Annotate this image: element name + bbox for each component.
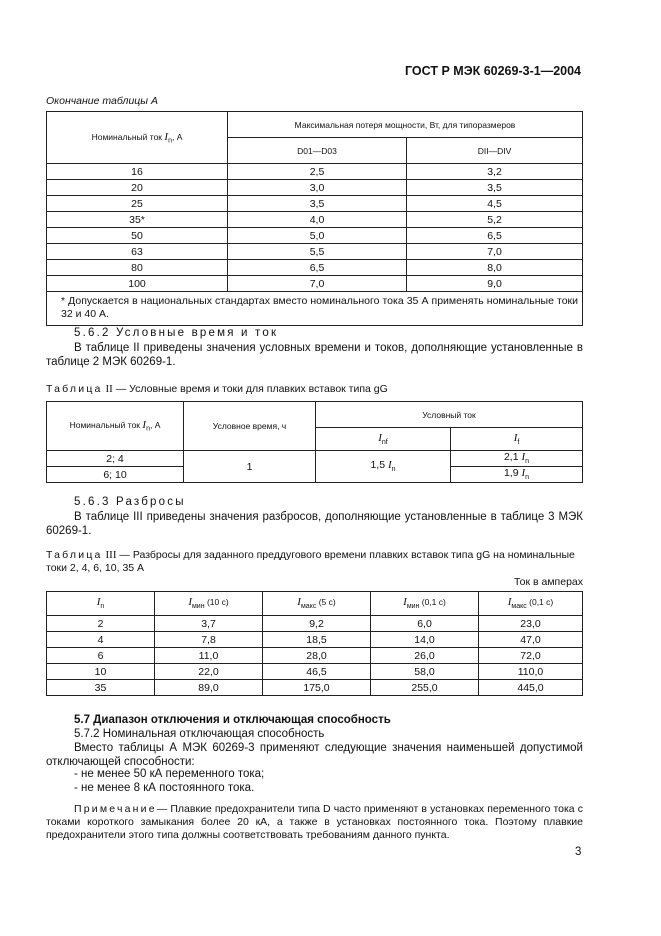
cell: 7,8 (155, 632, 263, 648)
cell: 50 (47, 228, 228, 244)
table-row (47, 648, 583, 664)
table-a-footnote: * Допускается в национальных стандартах вместо номинального тока 35 А применять номинальные токи 32 и 40 А. (47, 292, 583, 326)
cell: 5,5 (228, 244, 407, 260)
cell: 4 (47, 632, 155, 648)
cell: 72,0 (479, 648, 583, 664)
list-item: - не менее 8 кА постоянного тока. (74, 782, 255, 794)
table-a-col-current: Номинальный ток $I_n$, А (47, 112, 228, 164)
cell: 18,5 (263, 632, 371, 648)
section-5-7-2-heading: 5.7.2 Номинальная отключающая способность (74, 728, 325, 740)
table-row (47, 212, 583, 228)
cell: 2,5 (228, 164, 407, 180)
table-a (46, 111, 583, 326)
table-row (47, 276, 583, 292)
cell: 100 (47, 276, 228, 292)
table-a-col-group: Максимальная потеря мощности, Вт, для типоразмеров (228, 112, 583, 138)
cell: 110,0 (479, 664, 583, 680)
table-row (47, 180, 583, 196)
section-5-6-3-heading: 5.6.3 Разбросы (74, 496, 186, 508)
cell: 3,0 (228, 180, 407, 196)
table-row (47, 451, 583, 467)
table-ii (46, 401, 583, 483)
cell: 4,0 (228, 212, 407, 228)
cell: 16 (47, 164, 228, 180)
cell: 3,5 (407, 180, 583, 196)
table-row (47, 616, 583, 632)
header-cell: $I_{макс}$ (0,1 с) (479, 592, 583, 616)
cell: 6 (47, 648, 155, 664)
cell: 6,5 (407, 228, 583, 244)
cell: 58,0 (371, 664, 479, 680)
cell: 22,0 (155, 664, 263, 680)
table-row (47, 632, 583, 648)
section-5-6-3-text: В таблице III приведены значения разбросов, дополняющие установленные в таблице 3 МЭК 60269-1. (46, 511, 583, 537)
cell: 3,2 (407, 164, 583, 180)
cell: 6; 10 (47, 467, 184, 483)
cell: 28,0 (263, 648, 371, 664)
cell: 47,0 (479, 632, 583, 648)
table-row (47, 228, 583, 244)
page-number: 3 (575, 846, 582, 858)
list-item: - не менее 50 кА переменного тока; (74, 768, 265, 780)
cell: 3,7 (155, 616, 263, 632)
cell: 7,0 (407, 244, 583, 260)
cell: 4,5 (407, 196, 583, 212)
table-ii-sub-inf: $I_{nf}$ (316, 428, 451, 451)
table-ii-time-cell: 1 (184, 451, 316, 483)
cell: 35* (47, 212, 228, 228)
table-row (47, 244, 583, 260)
cell: 175,0 (263, 680, 371, 696)
cell: 7,0 (228, 276, 407, 292)
cell: 35 (47, 680, 155, 696)
table-row (47, 680, 583, 696)
header-cell: $I_{макс}$ (5 с) (263, 592, 371, 616)
cell: 5,2 (407, 212, 583, 228)
cell: 63 (47, 244, 228, 260)
cell: 9,0 (407, 276, 583, 292)
header-cell: $I_n$ (47, 592, 155, 616)
table-a-sub-d01: D01—D03 (228, 138, 407, 164)
cell: 25 (47, 196, 228, 212)
cell: 80 (47, 260, 228, 276)
cell: 89,0 (155, 680, 263, 696)
cell: 1,9 $I_n$ (451, 467, 583, 483)
table-iii-caption: Таблица III — Разбросы для заданного преддугового времени плавких вставок типа gG на номинальные токи 2, 4, 6, 10, 35 А (46, 549, 575, 574)
cell: 445,0 (479, 680, 583, 696)
section-5-7-2-text: Вместо таблицы А МЭК 60269-3 применяют следующие значения наименьшей допустимой отключающей способности: (46, 742, 583, 768)
table-ii-col-current: Номинальный ток $I_n$, А (47, 402, 184, 451)
cell: 11,0 (155, 648, 263, 664)
table-ii-caption: Таблица II — Условные время и токи для плавких вставок типа gG (46, 383, 388, 395)
cell: 2,1 $I_n$ (451, 451, 583, 467)
table-ii-inf-cell: 1,5 $I_n$ (316, 451, 451, 483)
table-iii (46, 591, 583, 696)
cell: 14,0 (371, 632, 479, 648)
table-ii-col-group: Условный ток (316, 402, 583, 428)
cell: 6,0 (371, 616, 479, 632)
header-cell: $I_{мин}$ (10 с) (155, 592, 263, 616)
table-iii-unit-note: Ток в амперах (514, 576, 583, 588)
cell: 20 (47, 180, 228, 196)
table-ii-col-time: Условное время, ч (184, 402, 316, 451)
cell: 23,0 (479, 616, 583, 632)
cell: 3,5 (228, 196, 407, 212)
table-row (47, 196, 583, 212)
section-5-6-2-text: В таблице II приведены значения условных времени и токов, дополняющие установленные в таблице 2 МЭК 60269-1. (46, 342, 583, 368)
document-header: ГОСТ Р МЭК 60269-3-1—2004 (405, 64, 581, 78)
cell: 6,5 (228, 260, 407, 276)
cell: 8,0 (407, 260, 583, 276)
section-5-6-2-heading: 5.6.2 Условные время и ток (74, 327, 279, 339)
cell: 5,0 (228, 228, 407, 244)
table-header-row (47, 592, 583, 616)
cell: 255,0 (371, 680, 479, 696)
cell: 2 (47, 616, 155, 632)
table-a-sub-dii: DII—DIV (407, 138, 583, 164)
cell: 2; 4 (47, 451, 184, 467)
header-cell: $I_{мин}$ (0,1 с) (371, 592, 479, 616)
section-5-7-heading: 5.7 Диапазон отключения и отключающая способность (74, 714, 391, 726)
cell: 9,2 (263, 616, 371, 632)
table-a-caption: Окончание таблицы А (46, 95, 158, 107)
table-ii-sub-if: $I_f$ (451, 428, 583, 451)
table-row (47, 664, 583, 680)
table-row (47, 260, 583, 276)
table-row (47, 164, 583, 180)
cell: 26,0 (371, 648, 479, 664)
cell: 46,5 (263, 664, 371, 680)
cell: 10 (47, 664, 155, 680)
note: Примечание— Плавкие предохранители типа D часто применяют в установках переменного тока с токами короткого замыкания более 20 кА, а также в установках постоянного тока. Поэтому плавкие предохранители этого типа должны соответствовать требованиям данного пункта. (46, 803, 583, 841)
